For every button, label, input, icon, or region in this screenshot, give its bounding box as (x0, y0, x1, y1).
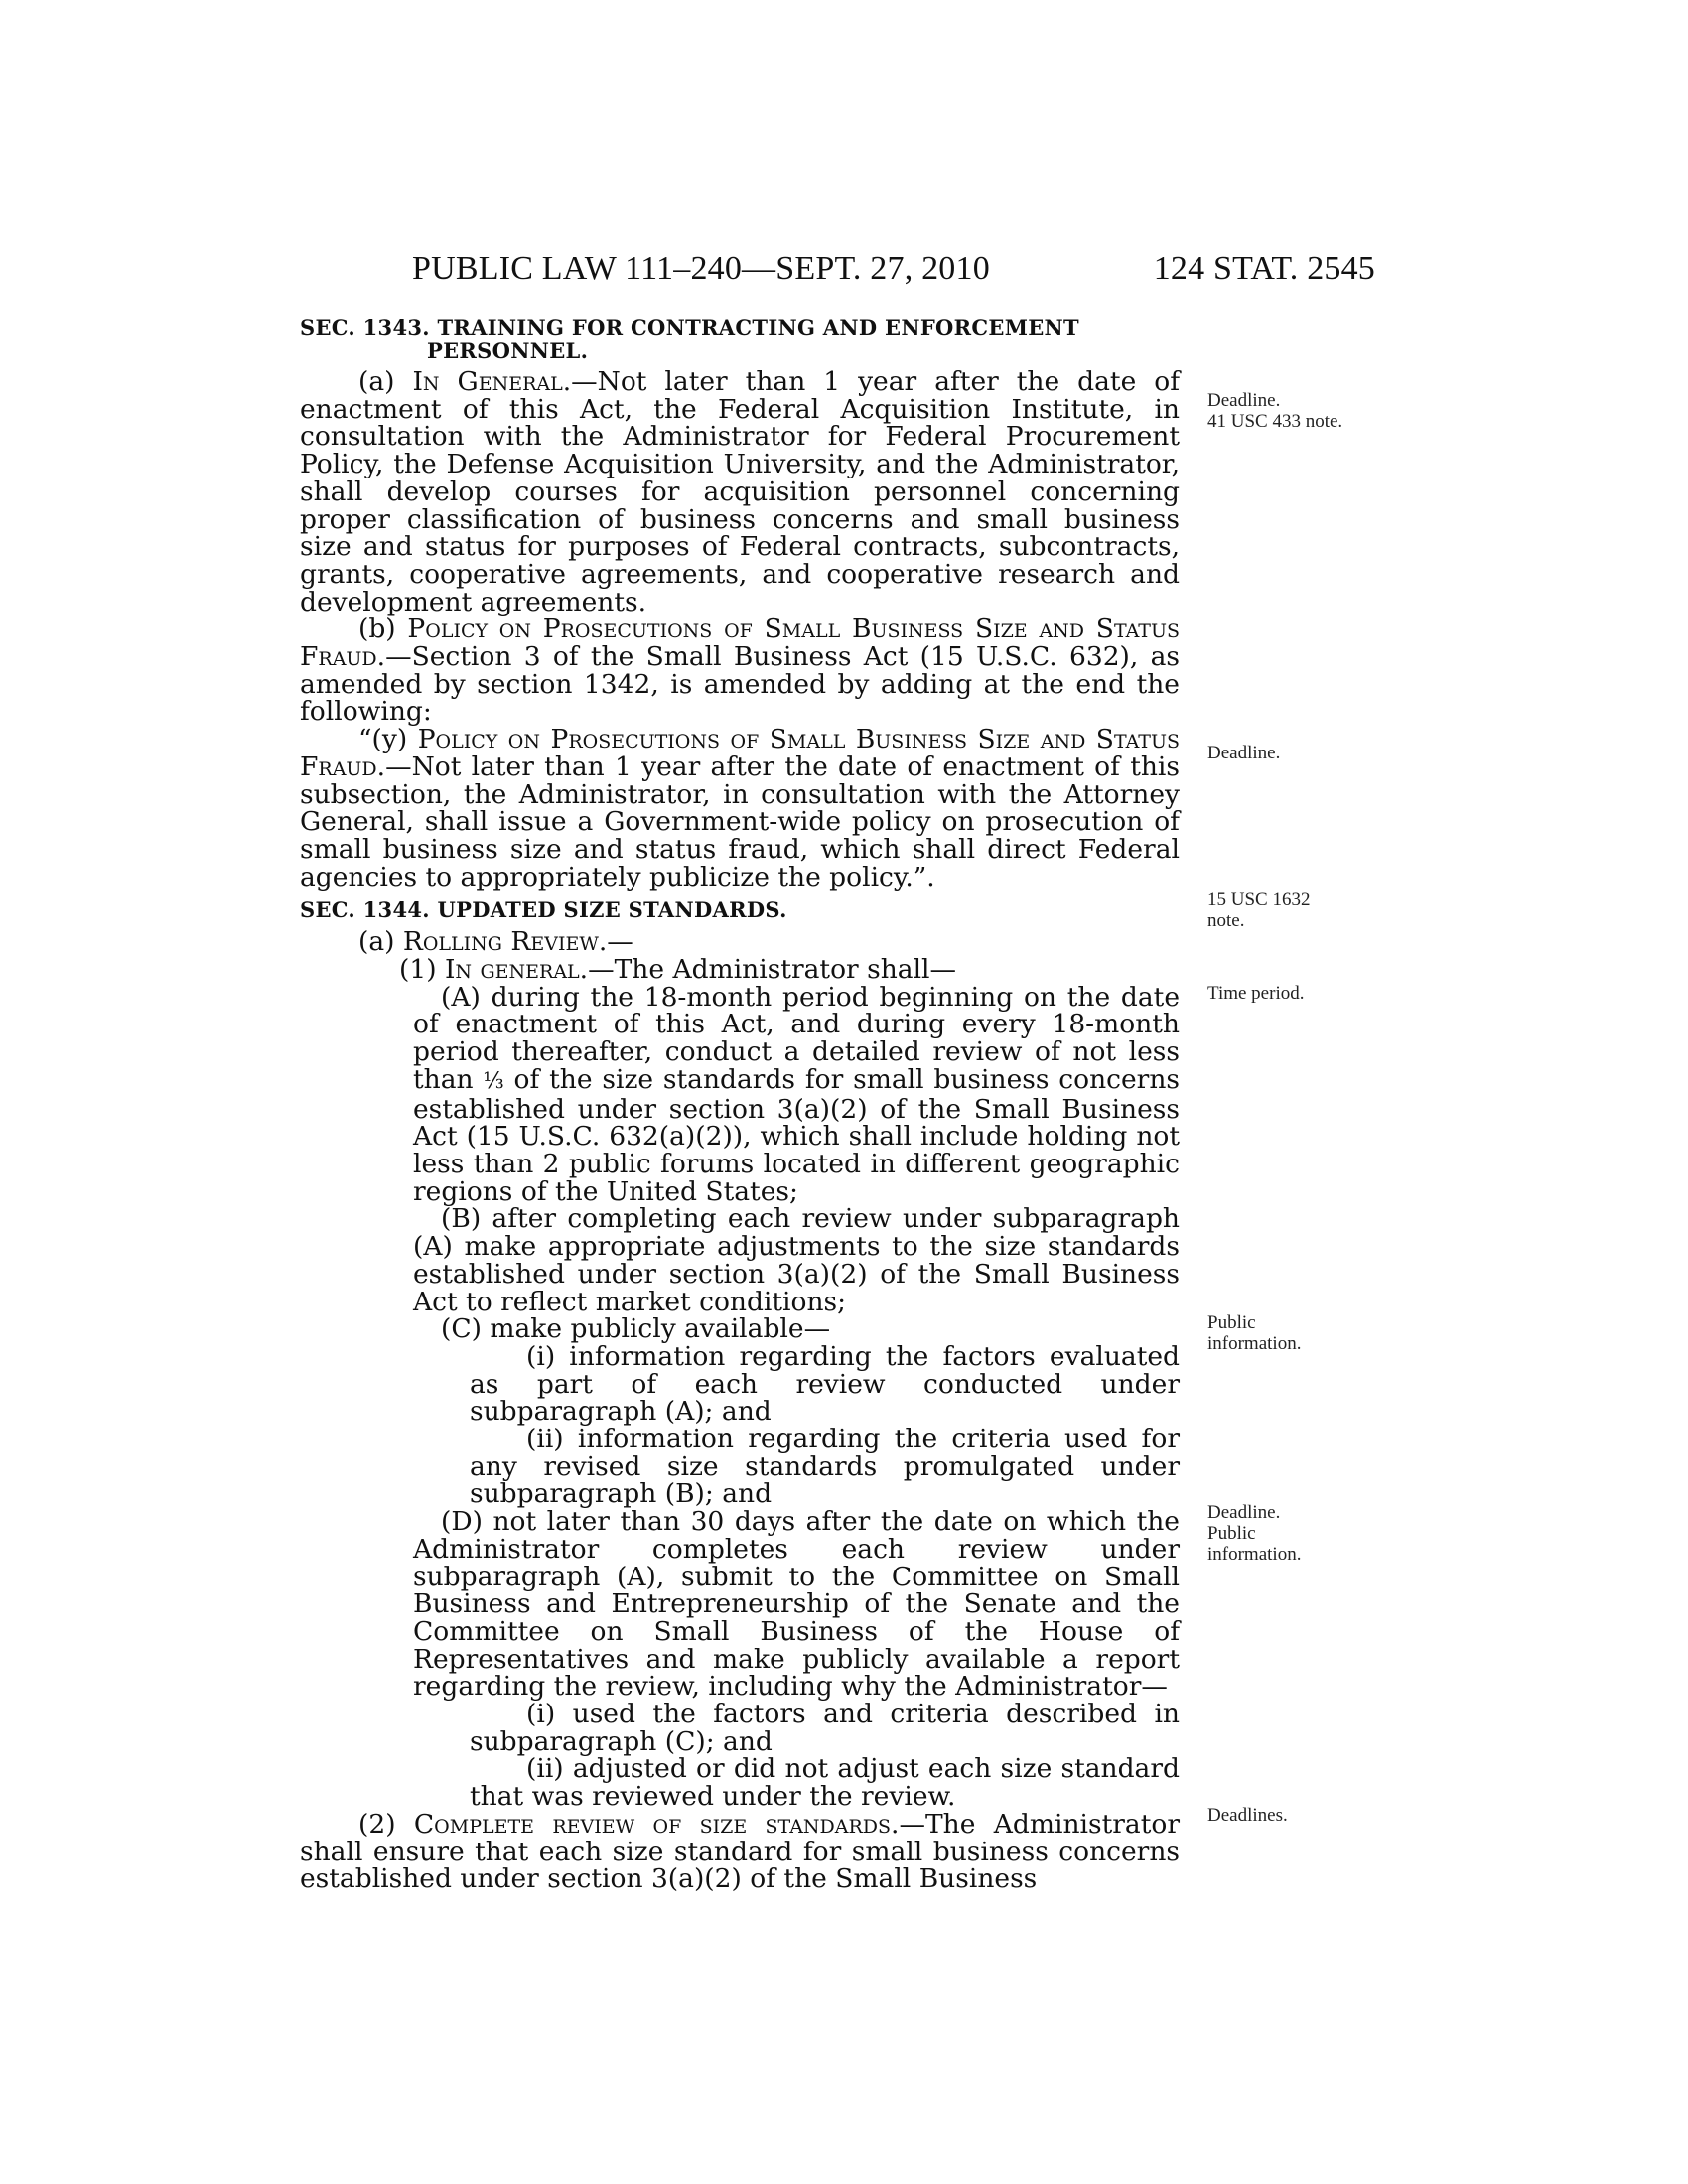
quoted-subsection-y (300, 726, 1180, 890)
one-third-fraction: ⅓ (483, 1068, 504, 1094)
paragraph-text: —The Administrator shall ensure that each size standard for small business concerns established under section 3(a)(2) of the Small Business (300, 1808, 1180, 1895)
margin-note-information: information. (1207, 1544, 1302, 1565)
clause-D-ii: (ii) adjusted or did not adjust each size standard that was reviewed under the review. (470, 1753, 1180, 1813)
paragraph-label: (2) (358, 1808, 414, 1840)
clause-C-ii: (ii) information regarding the criteria used for any revised size standards promulgated under subparagraph (B); and (470, 1424, 1180, 1510)
sec-1344-subsection-a (300, 928, 1180, 956)
subsection-heading: Policy on Prosecutions of Small Business Size and Status Fraud. (300, 614, 1180, 673)
paragraph-2 (300, 1808, 1180, 1895)
margin-note-usc-citation-cont: note. (1207, 910, 1245, 931)
section-1343-heading: SEC. 1343. TRAINING FOR CONTRACTING AND ENFORCEMENT PERSONNEL. (300, 315, 1079, 363)
subsection-text: —Not later than 1 year after the date of enactment of this subsection, the Administrator, in consultation with the Attorney General, shall issue a Government-wide policy on prosecution of small business size and status fraud, which shall direct Federal agencies to appropriately publicize the policy.”. (300, 751, 1180, 892)
subsection-dash: — (607, 926, 633, 958)
subsection-label: (a) (358, 366, 413, 397)
paragraph-heading: In general. (444, 954, 589, 986)
paragraph-1 (300, 956, 1180, 984)
subsection-heading: Policy on Prosecutions of Small Business Size and Status Fraud. (300, 724, 1180, 782)
subparagraph-text-continued: of the size standards for small business concerns established under section 3(a)(2) of the Small Business Act (15 U.S.C. 632(a)(2)), which shall include holding not less than 2 public forums located in different geographic regions of the United States; (413, 1063, 1180, 1207)
subsection-label: (a) (358, 926, 403, 958)
subsection-heading: In General. (412, 366, 572, 397)
paragraph-heading: Complete review of size standards. (413, 1808, 900, 1840)
subparagraph-D: (D) not later than 30 days after the date on which the Administrator completes each review under subparagraph (A), submit to the Committee on Small Business and Entrepreneurship of the Senate and the Committee on Small Business of the House of Representatives and make publicly available a report regarding the review, including why the Administrator— (413, 1506, 1180, 1703)
margin-note-usc-citation: 41 USC 433 note. (1207, 411, 1343, 432)
sec-1343-subsection-a (300, 368, 1180, 615)
margin-note-information: information. (1207, 1333, 1302, 1354)
paragraph-label: (1) (399, 954, 445, 986)
margin-note-usc-citation: 15 USC 1632 (1207, 889, 1311, 910)
subsection-text: —Not later than 1 year after the date of enactment of this Act, the Federal Acquisition Institute, in consultation with the Administrator for Federal Procurement Policy, the Defense Acquisition University, and the Administrator, shall develop courses for acquisition personnel concerning proper classification of business concerns and small business size and status for purposes of Federal contracts, subcontracts, grants, cooperative agreements, and cooperative research and development agreements. (300, 366, 1180, 617)
margin-note-deadline: Deadline. (1207, 390, 1281, 411)
subparagraph-text: (A) during the 18-month period beginning on the date of enactment of this Act, and during every 18-month period thereafter, conduct a detailed review of not less than (413, 981, 1180, 1095)
subsection-label: “(y) (358, 724, 418, 755)
subsection-label: (b) (358, 614, 408, 645)
clause-D-i: (i) used the factors and criteria described in subparagraph (C); and (470, 1699, 1180, 1757)
statute-page-number: 124 STAT. 2545 (1153, 250, 1375, 287)
margin-note-public: Public (1207, 1523, 1256, 1544)
subparagraph-C: (C) make publicly available— (441, 1313, 831, 1345)
subsection-text: —Section 3 of the Small Business Act (15 U.S.C. 632), as amended by section 1342, is amended by adding at the end the following: (300, 641, 1180, 728)
public-law-title: PUBLIC LAW 111–240—SEPT. 27, 2010 (412, 250, 990, 287)
subparagraph-B: (B) after completing each review under subparagraph (A) make appropriate adjustments to the size standards established under section 3(a)(2) of the Small Business Act to reflect market conditions; (413, 1203, 1180, 1317)
subsection-heading: Rolling Review. (402, 926, 608, 958)
subparagraph-A (300, 981, 1180, 1207)
margin-note-deadline: Deadline. (1207, 1502, 1281, 1523)
main-text-column (300, 316, 1180, 1893)
clause-C-i: (i) information regarding the factors evaluated as part of each review conducted under subparagraph (A); and (470, 1340, 1180, 1428)
sec-1343-subsection-b (300, 615, 1180, 726)
margin-note-deadline: Deadline. (1207, 743, 1281, 763)
margin-note-deadlines: Deadlines. (1207, 1805, 1288, 1826)
margin-note-time-period: Time period. (1207, 983, 1305, 1004)
paragraph-text: —The Administrator shall— (588, 954, 957, 986)
margin-note-public: Public (1207, 1312, 1256, 1333)
section-1344-heading: SEC. 1344. UPDATED SIZE STANDARDS. (300, 897, 787, 923)
